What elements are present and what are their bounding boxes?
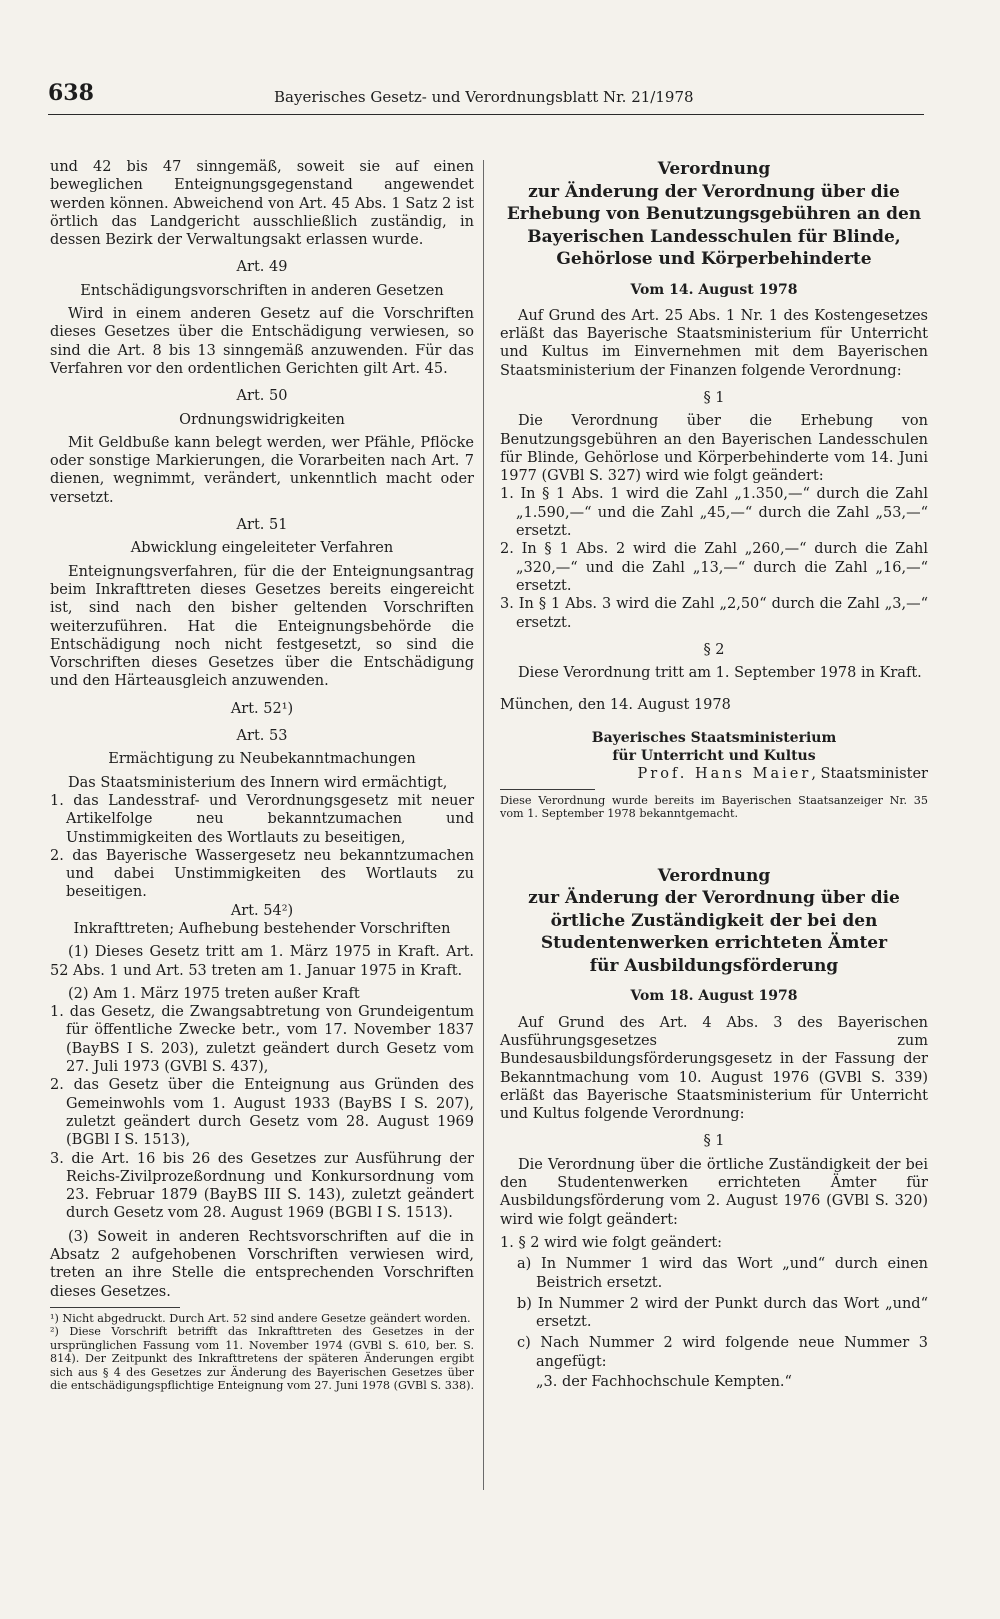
art53-heading: Art. 53 [236, 728, 288, 745]
art49-title: Entschädigungsvorschriften in anderen Gesetzen [80, 282, 444, 299]
list-item: 1. § 2 wird wie folgt geändert: [500, 1234, 723, 1251]
title-line: örtliche Zuständigkeit der bei den [550, 910, 878, 931]
art52-heading: Art. 52¹) [230, 700, 294, 717]
quoted-text: „3. der Fachhochschule Kempten.“ [536, 1373, 792, 1390]
list-item: 3. die Art. 16 bis 26 des Gesetzes zur Ausführung der Reichs-Zivilprozeßordnung und Konkursordnung vom 23. Februar 1879 (BayBS III S. 143), zuletzt geändert durch Gesetz vom 28. August 1969 (BGBl I S. 1513). [50, 1150, 474, 1222]
title-line: zur Änderung der Verordnung über die [528, 888, 900, 909]
intro-paragraph: und 42 bis 47 sinngemäß, soweit sie auf einen beweglichen Enteignungsgegenstand angewendet werden können. Abweichend von Art. 45 Abs. 1 Satz 2 ist örtlich das Landgericht ausschließlich zuständig, in dessen Bezirk der Verwaltungsakt erlassen wurde. [50, 159, 474, 249]
list-item: 3. In § 1 Abs. 3 wird die Zahl „2,50“ durch die Zahl „3,—“ ersetzt. [500, 596, 928, 631]
footnote-rule [50, 1307, 180, 1308]
art54-heading: Art. 54²) [230, 902, 294, 919]
sub-item: c) Nach Nummer 2 wird folgende neue Nummer 3 angefügt: [517, 1335, 928, 1370]
signature-line: für Unterricht und Kultus [612, 747, 816, 764]
sub-item: b) In Nummer 2 wird der Punkt durch das Wort „und“ ersetzt. [517, 1295, 928, 1331]
signature-line: Bayerisches Staatsministerium [591, 729, 837, 746]
regulation-1-section-1: § 1 [703, 389, 725, 406]
title-line: zur Änderung der Verordnung über die [528, 181, 900, 202]
art50-text: Mit Geldbuße kann belegt werden, wer Pfähle, Pflöcke oder sonstige Markierungen, die Vorarbeiten nach Art. 7 dienen, wegnimmt, verändert, unkenntlich macht oder versetzt. [50, 434, 474, 506]
regulation-1-section-1-text: Die Verordnung über die Erhebung von Benutzungsgebühren an den Bayerischen Landesschulen für Blinde, Gehörlose und Körperbehinderte vom 14. Juni 1977 (GVBl S. 327) wird wie folgt geändert: [500, 413, 928, 485]
regulation-1-section-2: § 2 [703, 641, 725, 658]
regulation-1-date: Vom 14. August 1978 [630, 281, 798, 298]
footnote-1: ¹) Nicht abgedruckt. Durch Art. 52 sind andere Gesetze geändert worden. [50, 1311, 471, 1325]
regulation-2-intro: Auf Grund des Art. 4 Abs. 3 des Bayerischen Ausführungsgesetzes zum Bundesausbildungsförderungsgesetz in der Fassung der Bekanntmachung vom 10. August 1976 (GVBl S. 339) erläßt das Bayerische Staatsministerium für Unterricht und Kultus folgende Verordnung: [500, 1014, 928, 1123]
list-item: 1. das Landesstraf- und Verordnungsgesetz mit neuer Artikelfolge neu bekanntzumachen und Unstimmigkeiten des Wortlauts zu beseitigen, [50, 792, 474, 846]
art49-heading: Art. 49 [236, 259, 288, 276]
list-item: 2. das Bayerische Wassergesetz neu bekanntzumachen und dabei Unstimmigkeiten des Wortlauts zu beseitigen. [50, 847, 474, 901]
note-rule [500, 789, 595, 790]
regulation-1-title [500, 158, 928, 271]
footnote-2: ²) Diese Vorschrift betrifft das Inkrafttreten des Gesetzes in der ursprünglichen Fassung vom 11. November 1974 (GVBl S. 610, ber. S. 814). Der Zeitpunkt des Inkrafttretens der späteren Änderungen ergibt sich aus § 4 des Gesetzes zur Änderung des Bayerischen Gesetzes über die entschädigungspflichtige Enteignung vom 27. Juni 1978 (GVBl S. 338). [50, 1325, 474, 1392]
column-divider [483, 160, 484, 1490]
title-line: Gehörlose und Körperbehinderte [556, 249, 872, 269]
art50-heading: Art. 50 [236, 388, 288, 405]
regulation-2-section-1-text: Die Verordnung über die örtliche Zuständigkeit der bei den Studentenwerken errichteten Ämter für Ausbildungsförderung vom 2. August 1976 (GVBl S. 320) wird wie folgt geändert: [500, 1156, 928, 1228]
art49-text: Wird in einem anderen Gesetz auf die Vorschriften dieses Gesetzes über die Entschädigung verwiesen, so sind die Art. 8 bis 13 sinngemäß anzuwenden. Für das Verfahren vor den ordentlichen Gerichten gilt Art. 45. [50, 306, 474, 377]
list-item: 2. das Gesetz über die Enteignung aus Gründen des Gemeinwohls vom 1. August 1933 (BayBS I S. 207), zuletzt geändert durch Gesetz vom 28. August 1969 (BGBl I S. 1513), [50, 1077, 474, 1149]
title-line: Bayerischen Landesschulen für Blinde, [527, 226, 901, 247]
title-line: Erhebung von Benutzungsgebühren an den [506, 204, 922, 224]
signer-title: , Staatsminister [811, 765, 928, 782]
signer-name: Prof. Hans Maier [637, 765, 812, 782]
page-header [48, 80, 924, 115]
regulation-1-intro: Auf Grund des Art. 25 Abs. 1 Nr. 1 des Kostengesetzes erläßt das Bayerische Staatsministerium für Unterricht und Kultus im Einvernehmen mit dem Bayerischen Staatsministerium der Finanzen folgende Verordnung: [500, 307, 928, 379]
art54-paragraph-1: (1) Dieses Gesetz tritt am 1. März 1975 in Kraft. Art. 52 Abs. 1 und Art. 53 treten am 1. Januar 1975 in Kraft. [50, 944, 474, 979]
right-column [500, 158, 928, 1391]
regulation-2-title [500, 865, 928, 978]
title-line: Studentenwerken errichteten Ämter [540, 933, 888, 954]
art53-text: Das Staatsministerium des Innern wird ermächtigt, [68, 774, 448, 791]
art54-paragraph-3: (3) Soweit in anderen Rechtsvorschriften auf die in Absatz 2 aufgehobenen Vorschriften verwiesen wird, treten an ihre Stelle die entsprechenden Vorschriften dieses Gesetzes. [50, 1228, 474, 1300]
title-line: Verordnung [657, 865, 771, 886]
regulation-1-signature-block [500, 729, 928, 783]
signer [500, 765, 928, 783]
regulation-1-note: Diese Verordnung wurde bereits im Bayerischen Staatsanzeiger Nr. 35 vom 1. September 1978 bekanntgemacht. [500, 794, 928, 821]
art53-title: Ermächtigung zu Neubekanntmachungen [108, 751, 416, 768]
left-column [50, 158, 474, 1392]
sub-item: a) In Nummer 1 wird das Wort „und“ durch einen Beistrich ersetzt. [517, 1256, 928, 1291]
journal-title: Bayerisches Gesetz- und Verordnungsblatt Nr. 21/1978 [274, 88, 694, 106]
regulation-1-place-date: München, den 14. August 1978 [500, 697, 731, 714]
art51-heading: Art. 51 [236, 517, 288, 534]
art51-text: Enteignungsverfahren, für die der Enteignungsantrag beim Inkrafttreten dieses Gesetzes bereits eingereicht ist, sind nach den bisher geltenden Vorschriften weiterzuführen. Hat die Enteignungsbehörde die Entschädigung noch nicht festgesetzt, so sind die Vorschriften dieses Gesetzes über die Entschädigung und den Härteausgleich anzuwenden. [50, 563, 474, 690]
art51-title: Abwicklung eingeleiteter Verfahren [130, 540, 394, 557]
list-item: 2. In § 1 Abs. 2 wird die Zahl „260,—“ durch die Zahl „320,—“ und die Zahl „13,—“ durch die Zahl „16,—“ ersetzt. [500, 541, 928, 594]
list-item: 1. das Gesetz, die Zwangsabtretung von Grundeigentum für öffentliche Zwecke betr., vom 17. November 1837 (BayBS I S. 203), zuletzt geändert durch Gesetz vom 27. Juli 1973 (GVBl S. 437), [50, 1004, 474, 1076]
art54-title: Inkrafttreten; Aufhebung bestehender Vorschriften [73, 920, 451, 937]
title-line: Verordnung [657, 159, 771, 179]
list-item: 1. In § 1 Abs. 1 wird die Zahl „1.350,—“ durch die Zahl „1.590,—“ und die Zahl „45,—“ durch die Zahl „53,—“ ersetzt. [500, 486, 928, 540]
page-number: 638 [48, 80, 94, 106]
regulation-2-section-1: § 1 [703, 1133, 725, 1150]
title-line: für Ausbildungsförderung [589, 955, 839, 976]
regulation-1-section-2-text: Diese Verordnung tritt am 1. September 1978 in Kraft. [518, 665, 922, 682]
art50-title: Ordnungswidrigkeiten [179, 411, 345, 428]
art54-paragraph-2: (2) Am 1. März 1975 treten außer Kraft [68, 985, 360, 1002]
regulation-2-date: Vom 18. August 1978 [630, 988, 798, 1005]
